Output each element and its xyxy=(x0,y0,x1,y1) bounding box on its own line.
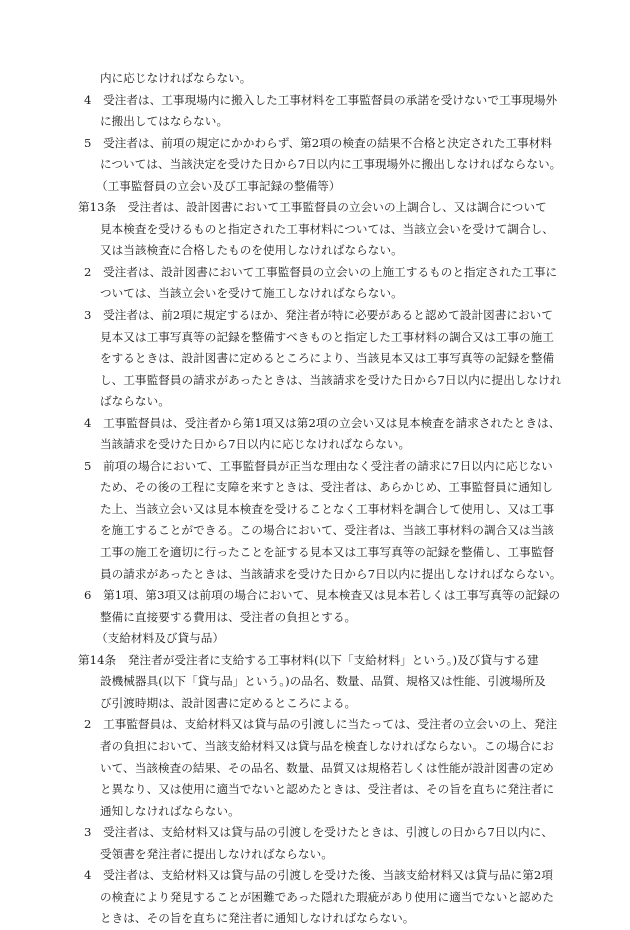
text-line: 見本又は工事写真等の記録を整備すべきものと指定した工事材料の調合又は工事の施工 xyxy=(100,329,554,344)
text-line: 内に応じなければならない。 xyxy=(100,71,252,85)
text-line: と異なり、又は使用に適当でないと認めたときは、受注者は、その旨を直ちに発注者に xyxy=(100,782,555,797)
clause-line: 3 受注者は、前2項に規定するほか、発注者が特に必要があると認めて設計図書において xyxy=(84,308,553,323)
text-line: び引渡時期は、設計図書に定めるところによる。 xyxy=(100,695,357,710)
clause-line: 3 受注者は、支給材料又は貸与品の引渡しを受けたときは、引渡しの日から7日以内に、 xyxy=(84,825,553,840)
article-line: 第13条 受注者は、設計図書において工事監督員の立会いの上調合し、又は調合について xyxy=(78,200,547,215)
text-line: 員の請求があったときは、当該請求を受けた日から7日以内に提出しなければならない。 xyxy=(100,566,562,581)
article-line: 第14条 発注者が受注者に支給する工事材料(以下「支給材料」という。)及び貸与する建 xyxy=(78,652,539,667)
text-line: 整備に直接要する費用は、受注者の負担とする。 xyxy=(100,609,357,624)
clause-line: 5 前項の場合において、工事監督員が正当な理由なく受注者の請求に7日以内に応じない xyxy=(84,458,553,473)
text-line: を施工することができる。この場合において、受注者は、当該工事材料の調合又は当該 xyxy=(100,523,554,538)
text-line: に搬出してはならない。 xyxy=(100,114,229,129)
section-heading: （支給材料及び貸与品） xyxy=(96,631,225,646)
clause-line: 2 工事監督員は、支給材料又は貸与品の引渡しに当たっては、受注者の立会いの上、発注 xyxy=(84,717,558,732)
text-line: 通知しなければならない。 xyxy=(100,803,240,818)
clause-line: 6 第1項、第3項又は前項の場合において、見本検査又は見本若しくは工事写真等の記録の xyxy=(84,588,561,603)
text-line: ときは、その旨を直ちに発注者に通知しなければならない。 xyxy=(100,911,415,926)
text-line: 又は当該検査に合格したものを使用しなければならない。 xyxy=(100,243,403,258)
text-line: ついては、当該立会いを受けて施工しなければならない。 xyxy=(100,286,403,301)
text-line: た上、当該立会い又は見本検査を受けることなく工事材料を調合して使用し、又は工事 xyxy=(100,501,555,516)
text-line: 当該請求を受けた日から7日以内に応じなければならない。 xyxy=(100,437,411,452)
text-line: 設機械器具(以下「貸与品」という。)の品名、数量、品質、規格又は性能、引渡場所及 xyxy=(100,674,546,689)
clause-line: 4 工事監督員は、受注者から第1項又は第2項の立会い又は見本検査を請求されたときは、 xyxy=(84,415,561,430)
section-heading: （工事監督員の立会い及び工事記録の整備等） xyxy=(96,178,341,193)
text-line: 工事の施工を適切に行ったことを証する見本又は工事写真等の記録を整備し、工事監督 xyxy=(100,545,555,560)
text-line: ため、その後の工程に支障を来すときは、受注者は、あらかじめ、工事監督員に通知し xyxy=(100,480,554,495)
clause-line: 2 受注者は、設計図書において工事監督員の立会いの上施工するものと指定された工事に xyxy=(84,264,558,279)
text-line: については、当該決定を受けた日から7日以内に工事現場外に搬出しなければならない。 xyxy=(100,157,562,172)
text-line: いて、当該検査の結果、その品名、数量、品質又は規格若しくは性能が設計図書の定め xyxy=(100,760,554,775)
text-line: 受領書を発注者に提出しなければならない。 xyxy=(100,846,333,861)
clause-line: 4 受注者は、支給材料又は貸与品の引渡しを受けた後、当該支給材料又は貸与品に第2項 xyxy=(84,868,553,883)
text-line: をするときは、設計図書に定めるところにより、当該見本又は工事写真等の記録を整備 xyxy=(100,351,555,366)
text-line: 者の負担において、当該支給材料又は貸与品を検査しなければならない。この場合にお xyxy=(100,738,554,753)
text-line: し、工事監督員の請求があったときは、当該請求を受けた日から7日以内に提出しなけれ xyxy=(100,372,562,387)
text-line: の検査により発見することが困難であった隠れた瑕疵があり使用に適当でないと認めた xyxy=(100,889,554,904)
text-line: ばならない。 xyxy=(100,394,170,409)
text-line: 見本検査を受けるものと指定された工事材料については、当該立会いを受けて調合し、 xyxy=(100,221,554,236)
clause-line: 5 受注者は、前項の規定にかかわらず、第2項の検査の結果不合格と決定された工事材料 xyxy=(84,135,553,150)
clause-line: 4 受注者は、工事現場内に搬入した工事材料を工事監督員の承諾を受けないで工事現場外 xyxy=(84,92,558,107)
